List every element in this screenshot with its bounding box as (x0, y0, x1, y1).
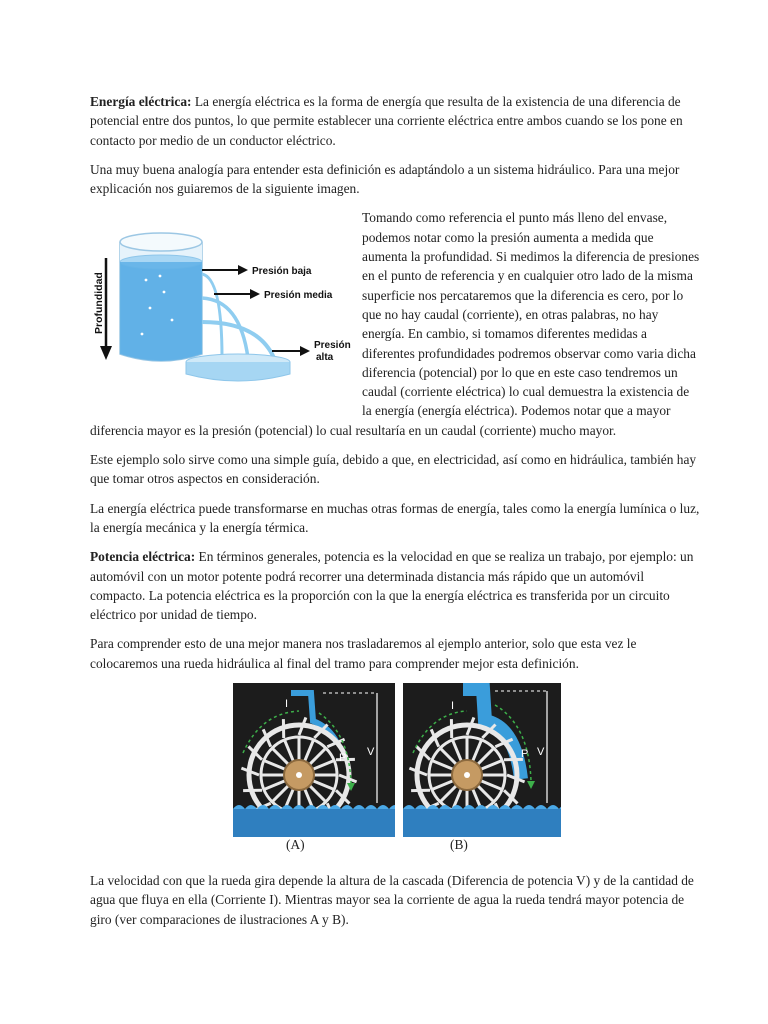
caption-b: (B) (450, 837, 468, 853)
label-presion-alta-2: alta (316, 352, 334, 364)
document-body (90, 92, 702, 939)
water-wheel-b (403, 683, 561, 837)
label-v-a: V (367, 746, 375, 759)
label-v-b: V (537, 746, 545, 759)
term-potencia-electrica: Potencia eléctrica: (90, 549, 196, 565)
term-energia-electrica: Energía eléctrica: (90, 94, 192, 109)
paragraph-analogia: Una muy buena analogía para entender esta definición es adaptándolo a un sistema hidráulico. Para una mejor explicación nos guiaremos de la siguiente imagen. (90, 161, 680, 197)
pressure-illustration (90, 218, 352, 398)
label-p-a: P (339, 752, 347, 765)
label-i-a: I (285, 698, 289, 711)
pressure-figure (90, 218, 352, 406)
label-presion-baja: Presión baja (252, 266, 312, 278)
paragraph-transformacion: La energía eléctrica puede transformarse en muchas otras formas de energía, tales como la energía lumínica o luz, la energía mecánica y la energía térmica. (90, 500, 700, 535)
label-presion-alta-1: Presión (314, 340, 351, 352)
depth-label: Profundidad (93, 272, 105, 335)
paragraph-velocidad: La velocidad con que la rueda gira depende la altura de la cascada (Diferencia de potencia V) y de la cantidad de agua que fluya en ella (Corriente I). Mientras mayor sea la corriente de agua la rueda tendrá mayor potencia de giro (ver comparaciones de ilustraciones A y B). (90, 873, 694, 927)
paragraph-rueda: Para comprender esto de una mejor manera nos trasladaremos al ejemplo anterior, solo que esta vez le colocaremos una rueda hidráulica al final del tramo para comprender mejor esta definición. (90, 636, 637, 671)
paragraph-energia-electrica: Energía eléctrica: La energía eléctrica es la forma de energía que resulta de la existencia de una diferencia de potencial entre dos puntos, lo que permite establecer una corriente eléctrica entre ambos cuando se los pone en contacto por medio de un conductor eléctrico. (90, 94, 683, 148)
water-wheel-figures (90, 683, 702, 853)
caption-a: (A) (286, 837, 305, 853)
label-i-b: I (451, 700, 455, 713)
paragraph-potencia-electrica: Potencia eléctrica: En términos generales, potencia es la velocidad en que se realiza un trabajo, por ejemplo: un automóvil con un motor potente podrá recorrer una determinada distancia más rápido que un automóvil compacto. La potencia eléctrica es la proporción con la que la energía eléctrica es transferida por un circuito eléctrico por unidad de tiempo. (90, 549, 694, 623)
paragraph-guia: Este ejemplo solo sirve como una simple guía, debido a que, en electricidad, así como en hidráulica, también hay que tomar otros aspectos en consideración. (90, 452, 697, 487)
label-p-b: P (521, 748, 529, 761)
paragraph-presion: Tomando como referencia el punto más lleno del envase, podemos notar como la presión aumenta a medida que aumenta la profundidad. Si medimos la diferencia de presiones en el punto de referencia y en cualquier otro lado de la misma superficie nos percataremos que la diferencia es cero, por lo que no hay caudal (corriente), en otras palabras, no hay energía. En cambio, si tomamos diferentes medidas a diferentes profundidades podremos observar como varia dicha diferencia (potencial) por lo que en este caso tendremos un caudal (corriente eléctrica) lo cual demuestra la existencia de la energía (energía eléctrica). Podemos notar que a mayor diferencia mayor es la presión (potencial) lo cual resultaría en un caudal (corriente) mucho mayor. (90, 210, 700, 438)
water-wheel-a (233, 683, 395, 837)
label-presion-media: Presión media (264, 290, 333, 302)
